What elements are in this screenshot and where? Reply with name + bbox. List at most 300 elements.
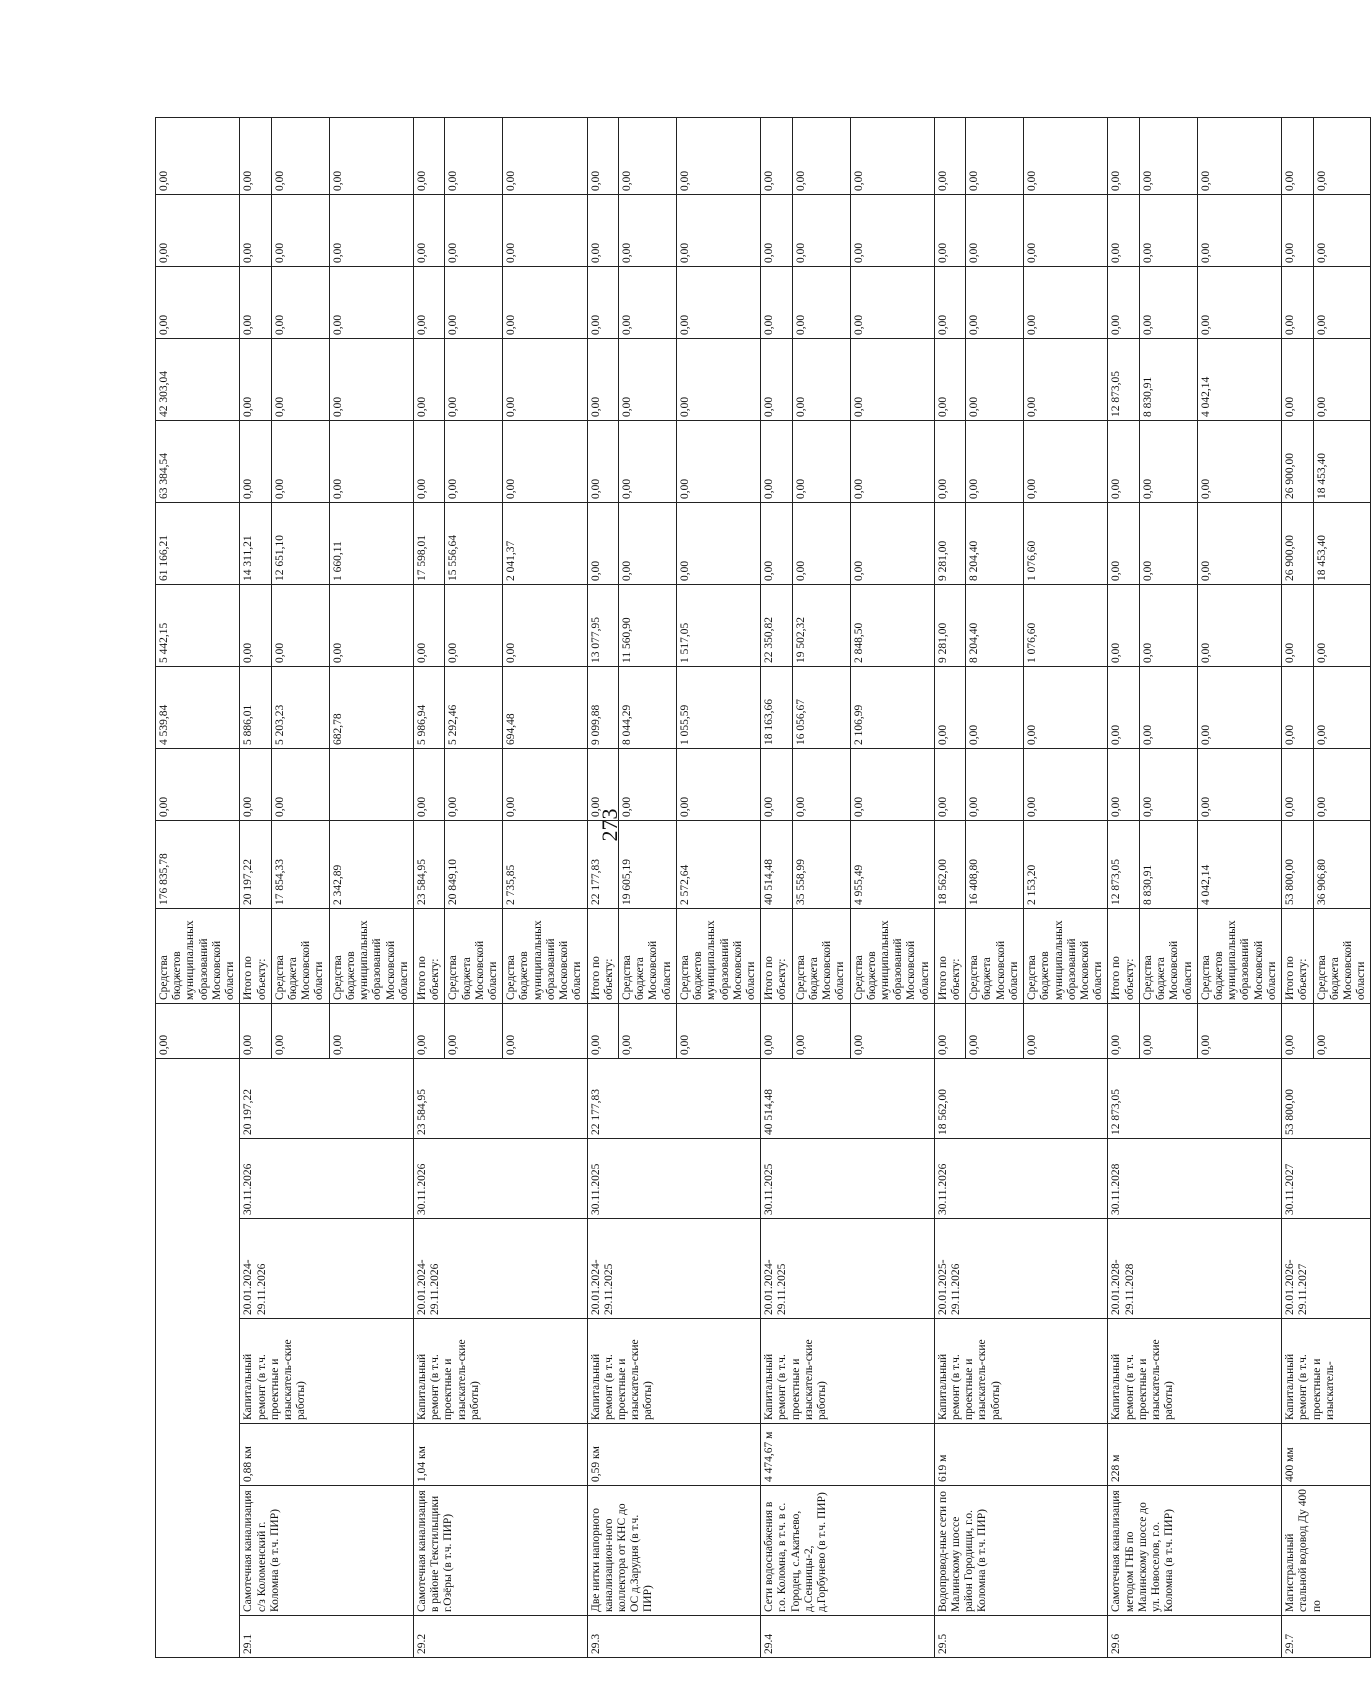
- funding-source-cell: Средства бюджета Московской области: [619, 909, 677, 1004]
- amount-cell: 26 900,00: [1282, 421, 1313, 503]
- amount-cell: 0,00: [676, 118, 760, 195]
- amount-cell: 26 900,00: [1282, 503, 1313, 585]
- amount-cell: 0,00: [503, 585, 587, 667]
- amount-cell: 0,00: [850, 195, 934, 267]
- page-number: 273: [597, 808, 622, 842]
- amount-cell: 0,00: [587, 421, 618, 503]
- row-total-cell: 0,00: [850, 1004, 934, 1059]
- object-name-cell: Магистральный стальной водовод Ду 400 по: [1282, 1486, 1371, 1616]
- amount-cell: 0,00: [676, 267, 760, 339]
- object-cost-cell: 23 584,95: [413, 1059, 587, 1139]
- amount-cell: 2 041,37: [503, 503, 587, 585]
- amount-cell: 0,00: [1313, 339, 1371, 421]
- object-number-cell: 29.6: [1108, 1616, 1282, 1658]
- amount-cell: 0,00: [329, 267, 413, 339]
- object-period-cell: 20.01.2025-29.11.2026: [934, 1219, 1108, 1319]
- amount-cell: 8 204,40: [966, 503, 1024, 585]
- header-amount-cell: 0,00: [156, 267, 240, 339]
- object-capacity-cell: 4 474,67 м: [761, 1424, 935, 1486]
- amount-cell: 5 292,46: [445, 667, 503, 749]
- amount-cell: 0,00: [1197, 749, 1281, 821]
- row-total-cell: 0,00: [503, 1004, 587, 1059]
- amount-cell: 0,00: [271, 749, 329, 821]
- object-name-cell: Самотечная канализация методом ГНБ по Малинскому шоссе до ул. Новоселов, г.о. Коломна (в т.ч. ПИР): [1108, 1486, 1282, 1616]
- amount-cell: 0,00: [1139, 118, 1197, 195]
- amount-cell: 0,00: [1282, 195, 1313, 267]
- object-capacity-cell: 0,59 км: [587, 1424, 761, 1486]
- amount-cell: 0,00: [966, 267, 1024, 339]
- amount-cell: 0,00: [619, 267, 677, 339]
- amount-cell: 0,00: [966, 421, 1024, 503]
- object-capacity-cell: 1,04 км: [413, 1424, 587, 1486]
- amount-cell: 4 042,14: [1197, 339, 1281, 421]
- amount-cell: 0,00: [1282, 339, 1313, 421]
- row-total-cell: 0,00: [413, 1004, 444, 1059]
- object-number-cell: 29.5: [934, 1616, 1108, 1658]
- object-period-cell: 20.01.2028-29.11.2028: [1108, 1219, 1282, 1319]
- amount-cell: 0,00: [1108, 195, 1139, 267]
- amount-cell: 0,00: [503, 421, 587, 503]
- amount-cell: 4 042,14: [1197, 821, 1281, 909]
- amount-cell: 0,00: [1108, 667, 1139, 749]
- amount-cell: 14 311,21: [240, 503, 271, 585]
- amount-cell: 0,00: [1139, 749, 1197, 821]
- amount-cell: 0,00: [1108, 503, 1139, 585]
- amount-cell: 0,00: [1108, 749, 1139, 821]
- amount-cell: 0,00: [676, 503, 760, 585]
- header-amount-cell: 0,00: [156, 749, 240, 821]
- amount-cell: 0,00: [792, 118, 850, 195]
- object-number-cell: 29.1: [240, 1616, 414, 1658]
- amount-cell: 0,00: [792, 503, 850, 585]
- amount-cell: 0,00: [1197, 503, 1281, 585]
- amount-cell: 1 660,11: [329, 503, 413, 585]
- amount-cell: 0,00: [934, 195, 965, 267]
- amount-cell: 694,48: [503, 667, 587, 749]
- amount-cell: 2 735,85: [503, 821, 587, 909]
- amount-cell: 0,00: [503, 195, 587, 267]
- amount-cell: 0,00: [619, 339, 677, 421]
- amount-cell: 0,00: [1024, 267, 1108, 339]
- amount-cell: 0,00: [1139, 267, 1197, 339]
- amount-cell: 4 955,49: [850, 821, 934, 909]
- amount-cell: 0,00: [761, 749, 792, 821]
- object-period-cell: 20.01.2026-29.11.2027: [1282, 1219, 1371, 1319]
- amount-cell: 0,00: [1108, 118, 1139, 195]
- amount-cell: 0,00: [329, 421, 413, 503]
- header-amount-cell: 61 166,21: [156, 503, 240, 585]
- amount-cell: 0,00: [850, 267, 934, 339]
- object-cost-cell: 40 514,48: [761, 1059, 935, 1139]
- amount-cell: 16 056,67: [792, 667, 850, 749]
- amount-cell: 0,00: [1313, 749, 1371, 821]
- funding-source-cell: Средства бюджета Московской области: [445, 909, 503, 1004]
- amount-cell: 0,00: [1313, 667, 1371, 749]
- amount-cell: 0,00: [761, 195, 792, 267]
- amount-cell: 0,00: [329, 195, 413, 267]
- funding-source-cell: Средства бюджета Московской области: [271, 909, 329, 1004]
- row-total-cell: 0,00: [1313, 1004, 1371, 1059]
- header-source-cell: Средства бюджетов муниципальных образований Московской области: [156, 909, 240, 1004]
- amount-cell: 13 077,95: [587, 585, 618, 667]
- amount-cell: 0,00: [445, 267, 503, 339]
- amount-cell: 0,00: [1024, 339, 1108, 421]
- table-row: [1108, 118, 1139, 1658]
- object-period-cell: 20.01.2024-29.11.2026: [240, 1219, 414, 1319]
- object-period-cell: 20.01.2024-29.11.2026: [413, 1219, 587, 1319]
- amount-cell: 0,00: [1024, 421, 1108, 503]
- amount-cell: 0,00: [240, 118, 271, 195]
- funding-source-cell: Средства бюджетов муниципальных образований Московской области: [850, 909, 934, 1004]
- amount-cell: 0,00: [587, 118, 618, 195]
- amount-cell: 0,00: [1108, 267, 1139, 339]
- amount-cell: 0,00: [1197, 667, 1281, 749]
- amount-cell: 0,00: [1108, 585, 1139, 667]
- object-capacity-cell: 228 м: [1108, 1424, 1282, 1486]
- amount-cell: 0,00: [966, 118, 1024, 195]
- amount-cell: 35 558,99: [792, 821, 850, 909]
- amount-cell: 682,78: [329, 667, 413, 749]
- amount-cell: 0,00: [676, 339, 760, 421]
- amount-cell: 0,00: [271, 267, 329, 339]
- object-work-type-cell: Капитальный ремонт (в т.ч. проектные и изыскатель-ские работы): [1108, 1319, 1282, 1424]
- amount-cell: 0,00: [413, 585, 444, 667]
- amount-cell: 0,00: [1282, 749, 1313, 821]
- funding-source-cell: Средства бюджета Московской области: [966, 909, 1024, 1004]
- object-number-cell: 29.7: [1282, 1616, 1371, 1658]
- amount-cell: 0,00: [413, 339, 444, 421]
- amount-cell: 0,00: [240, 749, 271, 821]
- object-deadline-cell: 30.11.2025: [761, 1139, 935, 1219]
- amount-cell: 18 453,40: [1313, 421, 1371, 503]
- amount-cell: 0,00: [240, 339, 271, 421]
- amount-cell: 0,00: [1197, 195, 1281, 267]
- amount-cell: 0,00: [966, 749, 1024, 821]
- amount-cell: 0,00: [271, 421, 329, 503]
- amount-cell: 0,00: [934, 118, 965, 195]
- amount-cell: 0,00: [792, 267, 850, 339]
- amount-cell: 16 408,80: [966, 821, 1024, 909]
- funding-source-cell: Итого по объекту:: [1282, 909, 1313, 1004]
- table-row: [934, 118, 965, 1658]
- amount-cell: 0,00: [1282, 267, 1313, 339]
- amount-cell: 17 598,01: [413, 503, 444, 585]
- amount-cell: 0,00: [966, 339, 1024, 421]
- amount-cell: 0,00: [1197, 267, 1281, 339]
- header-amount-cell: 4 539,84: [156, 667, 240, 749]
- amount-cell: 0,00: [445, 421, 503, 503]
- amount-cell: 0,00: [1313, 267, 1371, 339]
- amount-cell: 0,00: [1139, 503, 1197, 585]
- amount-cell: 0,00: [587, 749, 618, 821]
- amount-cell: 2 848,50: [850, 585, 934, 667]
- amount-cell: 0,00: [413, 749, 444, 821]
- table-row: [761, 118, 792, 1658]
- object-number-cell: 29.2: [413, 1616, 587, 1658]
- amount-cell: 0,00: [761, 267, 792, 339]
- amount-cell: 0,00: [1282, 667, 1313, 749]
- amount-cell: 0,00: [850, 339, 934, 421]
- amount-cell: 0,00: [761, 503, 792, 585]
- amount-cell: 9 099,88: [587, 667, 618, 749]
- funding-source-cell: Средства бюджетов муниципальных образований Московской области: [329, 909, 413, 1004]
- object-cost-cell: 20 197,22: [240, 1059, 414, 1139]
- amount-cell: 0,00: [503, 118, 587, 195]
- object-capacity-cell: 0,88 км: [240, 1424, 414, 1486]
- amount-cell: 0,00: [587, 503, 618, 585]
- amount-cell: 9 281,00: [934, 585, 965, 667]
- row-total-cell: 0,00: [271, 1004, 329, 1059]
- amount-cell: 0,00: [587, 339, 618, 421]
- amount-cell: 0,00: [850, 421, 934, 503]
- amount-cell: 0,00: [934, 749, 965, 821]
- amount-cell: 22 350,82: [761, 585, 792, 667]
- amount-cell: 0,00: [271, 585, 329, 667]
- object-name-cell: Сети водоснабжения в г.о. Коломна, в т.ч. в с. Городец, с.Акатьево, д.Сенницы-2, д.Горбунево (в т.ч. ПИР): [761, 1486, 935, 1616]
- amount-cell: 0,00: [761, 339, 792, 421]
- amount-cell: 0,00: [1313, 585, 1371, 667]
- funding-source-cell: Итого по объекту:: [934, 909, 965, 1004]
- amount-cell: 0,00: [934, 421, 965, 503]
- amount-cell: 12 651,10: [271, 503, 329, 585]
- amount-cell: 40 514,48: [761, 821, 792, 909]
- funding-source-cell: Средства бюджета Московской области: [792, 909, 850, 1004]
- amount-cell: 0,00: [792, 749, 850, 821]
- amount-cell: 0,00: [1024, 118, 1108, 195]
- amount-cell: 9 281,00: [934, 503, 965, 585]
- header-blank-cell: [156, 1059, 240, 1658]
- amount-cell: 0,00: [445, 118, 503, 195]
- amount-cell: 0,00: [1024, 195, 1108, 267]
- amount-cell: 8 830,91: [1139, 339, 1197, 421]
- amount-cell: 5 203,23: [271, 667, 329, 749]
- amount-cell: 0,00: [240, 421, 271, 503]
- amount-cell: 0,00: [1024, 667, 1108, 749]
- amount-cell: 0,00: [761, 421, 792, 503]
- amount-cell: 20 197,22: [240, 821, 271, 909]
- amount-cell: 0,00: [1197, 421, 1281, 503]
- object-deadline-cell: 30.11.2026: [934, 1139, 1108, 1219]
- amount-cell: 0,00: [792, 195, 850, 267]
- amount-cell: 19 502,32: [792, 585, 850, 667]
- amount-cell: 19 605,19: [619, 821, 677, 909]
- amount-cell: 0,00: [850, 749, 934, 821]
- header-amount-cell: 42 303,04: [156, 339, 240, 421]
- amount-cell: 0,00: [792, 339, 850, 421]
- amount-cell: 0,00: [271, 339, 329, 421]
- amount-cell: 18 562,00: [934, 821, 965, 909]
- amount-cell: 0,00: [934, 339, 965, 421]
- amount-cell: 0,00: [503, 267, 587, 339]
- amount-cell: 0,00: [413, 267, 444, 339]
- amount-cell: 0,00: [1108, 421, 1139, 503]
- amount-cell: 0,00: [240, 267, 271, 339]
- amount-cell: 0,00: [1282, 118, 1313, 195]
- funding-source-cell: Средства бюджетов муниципальных образований Московской области: [1024, 909, 1108, 1004]
- row-total-cell: 0,00: [761, 1004, 792, 1059]
- amount-cell: 5 886,01: [240, 667, 271, 749]
- object-name-cell: Самотечная канализация с/з Коломенский г. Коломна (в т.ч. ПИР): [240, 1486, 414, 1616]
- funding-source-cell: Средства бюджетов муниципальных образований Московской области: [676, 909, 760, 1004]
- header-amount-cell: 0,00: [156, 195, 240, 267]
- object-cost-cell: 53 800,00: [1282, 1059, 1371, 1139]
- row-total-cell: 0,00: [934, 1004, 965, 1059]
- funding-source-cell: Итого по объекту:: [413, 909, 444, 1004]
- row-total-cell: 0,00: [1024, 1004, 1108, 1059]
- amount-cell: 2 153,20: [1024, 821, 1108, 909]
- amount-cell: 0,00: [934, 267, 965, 339]
- header-amount-cell: 0,00: [156, 118, 240, 195]
- object-work-type-cell: Капитальный ремонт (в т.ч. проектные и изыскатель-ские работы): [413, 1319, 587, 1424]
- object-deadline-cell: 30.11.2025: [587, 1139, 761, 1219]
- row-total-cell: 0,00: [792, 1004, 850, 1059]
- object-cost-cell: 18 562,00: [934, 1059, 1108, 1139]
- header-amount-cell: 5 442,15: [156, 585, 240, 667]
- amount-cell: 0,00: [329, 585, 413, 667]
- object-name-cell: Водопровод-ные сети по Малинскому шоссе район Городищи, г.о. Коломна (в т.ч. ПИР): [934, 1486, 1108, 1616]
- amount-cell: 0,00: [271, 118, 329, 195]
- row-total-cell: 0,00: [587, 1004, 618, 1059]
- amount-cell: 0,00: [503, 339, 587, 421]
- object-work-type-cell: Капитальный ремонт (в т.ч. проектные и изыскатель-ские работы): [761, 1319, 935, 1424]
- amount-cell: 1 076,60: [1024, 503, 1108, 585]
- amount-cell: 1 517,05: [676, 585, 760, 667]
- amount-cell: 0,00: [445, 195, 503, 267]
- amount-cell: 0,00: [329, 339, 413, 421]
- amount-cell: 0,00: [445, 339, 503, 421]
- object-name-cell: Самотечная канализация в районе Текстильщики г.Озёры (в т.ч. ПИР): [413, 1486, 587, 1616]
- amount-cell: 0,00: [676, 195, 760, 267]
- row-total-cell: 0,00: [1197, 1004, 1281, 1059]
- table-row: [413, 118, 444, 1658]
- funding-source-cell: Итого по объекту:: [1108, 909, 1139, 1004]
- row-total-cell: 0,00: [329, 1004, 413, 1059]
- funding-source-cell: Средства бюджетов муниципальных образований Московской области: [1197, 909, 1281, 1004]
- amount-cell: 0,00: [619, 421, 677, 503]
- funding-source-cell: Средства бюджета Московской области: [1139, 909, 1197, 1004]
- amount-cell: 0,00: [413, 421, 444, 503]
- amount-cell: 0,00: [445, 749, 503, 821]
- amount-cell: 2 572,64: [676, 821, 760, 909]
- funding-source-cell: Средства бюджета Московской области: [1313, 909, 1371, 1004]
- amount-cell: 0,00: [240, 585, 271, 667]
- funding-source-cell: Итого по объекту:: [761, 909, 792, 1004]
- header-amount-cell: 176 835,78: [156, 821, 240, 909]
- object-work-type-cell: Капитальный ремонт (в т.ч. проектные и изыскатель-ские работы): [240, 1319, 414, 1424]
- funding-source-cell: Итого по объекту:: [240, 909, 271, 1004]
- object-capacity-cell: 619 м: [934, 1424, 1108, 1486]
- amount-cell: 2 342,89: [329, 821, 413, 909]
- object-deadline-cell: 30.11.2026: [240, 1139, 414, 1219]
- amount-cell: 0,00: [413, 118, 444, 195]
- table-row: [587, 118, 618, 1658]
- amount-cell: 1 076,60: [1024, 585, 1108, 667]
- object-capacity-cell: 400 мм: [1282, 1424, 1371, 1486]
- amount-cell: 0,00: [850, 503, 934, 585]
- amount-cell: 5 986,94: [413, 667, 444, 749]
- amount-cell: 0,00: [792, 421, 850, 503]
- header-amount-cell: 63 384,54: [156, 421, 240, 503]
- amount-cell: 0,00: [445, 585, 503, 667]
- amount-cell: 0,00: [503, 749, 587, 821]
- amount-cell: 0,00: [619, 195, 677, 267]
- amount-cell: 8 204,40: [966, 585, 1024, 667]
- amount-cell: 12 873,05: [1108, 821, 1139, 909]
- row-total-cell: 0,00: [1139, 1004, 1197, 1059]
- row-total-cell: 0,00: [676, 1004, 760, 1059]
- object-number-cell: 29.4: [761, 1616, 935, 1658]
- budget-table: [155, 117, 1371, 1658]
- amount-cell: 2 106,99: [850, 667, 934, 749]
- amount-cell: 12 873,05: [1108, 339, 1139, 421]
- amount-cell: 0,00: [1024, 749, 1108, 821]
- amount-cell: 0,00: [413, 195, 444, 267]
- header-total-cell: 0,00: [156, 1004, 240, 1059]
- amount-cell: 53 800,00: [1282, 821, 1313, 909]
- object-name-cell: Две нитки напорного канализацион-ного коллектора от КНС до ОС д.Зарудня (в т.ч. ПИР): [587, 1486, 761, 1616]
- funding-source-cell: Итого по объекту:: [587, 909, 618, 1004]
- object-cost-cell: 22 177,83: [587, 1059, 761, 1139]
- amount-cell: 1 055,59: [676, 667, 760, 749]
- amount-cell: 0,00: [676, 421, 760, 503]
- amount-cell: 0,00: [1139, 421, 1197, 503]
- row-total-cell: 0,00: [1282, 1004, 1313, 1059]
- amount-cell: 0,00: [934, 667, 965, 749]
- amount-cell: 0,00: [1313, 118, 1371, 195]
- amount-cell: 0,00: [1139, 667, 1197, 749]
- amount-cell: 17 854,33: [271, 821, 329, 909]
- amount-cell: 0,00: [587, 195, 618, 267]
- object-deadline-cell: 30.11.2026: [413, 1139, 587, 1219]
- amount-cell: 36 906,80: [1313, 821, 1371, 909]
- amount-cell: 0,00: [676, 749, 760, 821]
- object-period-cell: 20.01.2024-29.11.2025: [587, 1219, 761, 1319]
- amount-cell: 0,00: [1139, 585, 1197, 667]
- amount-cell: 0,00: [966, 667, 1024, 749]
- object-work-type-cell: Капитальный ремонт (в т.ч. проектные и изыскатель-ские работы): [587, 1319, 761, 1424]
- amount-cell: 0,00: [329, 118, 413, 195]
- object-period-cell: 20.01.2024-29.11.2025: [761, 1219, 935, 1319]
- amount-cell: 23 584,95: [413, 821, 444, 909]
- object-cost-cell: 12 873,05: [1108, 1059, 1282, 1139]
- budget-table-sheet: [155, 118, 1368, 1658]
- table-row: [240, 118, 271, 1658]
- amount-cell: 8 830,91: [1139, 821, 1197, 909]
- object-deadline-cell: 30.11.2028: [1108, 1139, 1282, 1219]
- amount-cell: 22 177,83: [587, 821, 618, 909]
- amount-cell: 18 453,40: [1313, 503, 1371, 585]
- amount-cell: 15 556,64: [445, 503, 503, 585]
- amount-cell: 0,00: [761, 118, 792, 195]
- amount-cell: 0,00: [619, 749, 677, 821]
- amount-cell: 0,00: [587, 267, 618, 339]
- amount-cell: 0,00: [271, 195, 329, 267]
- funding-source-cell: Средства бюджетов муниципальных образований Московской области: [503, 909, 587, 1004]
- amount-cell: 8 044,29: [619, 667, 677, 749]
- amount-cell: 0,00: [966, 195, 1024, 267]
- amount-cell: 0,00: [240, 195, 271, 267]
- row-total-cell: 0,00: [445, 1004, 503, 1059]
- amount-cell: 0,00: [1282, 585, 1313, 667]
- object-work-type-cell: Капитальный ремонт (в т.ч. проектные и изыскатель-ские работы): [934, 1319, 1108, 1424]
- row-total-cell: 0,00: [619, 1004, 677, 1059]
- amount-cell: 0,00: [1313, 195, 1371, 267]
- amount-cell: 0,00: [619, 118, 677, 195]
- amount-cell: 20 849,10: [445, 821, 503, 909]
- object-number-cell: 29.3: [587, 1616, 761, 1658]
- amount-cell: 0,00: [850, 118, 934, 195]
- table-row: [1282, 118, 1313, 1658]
